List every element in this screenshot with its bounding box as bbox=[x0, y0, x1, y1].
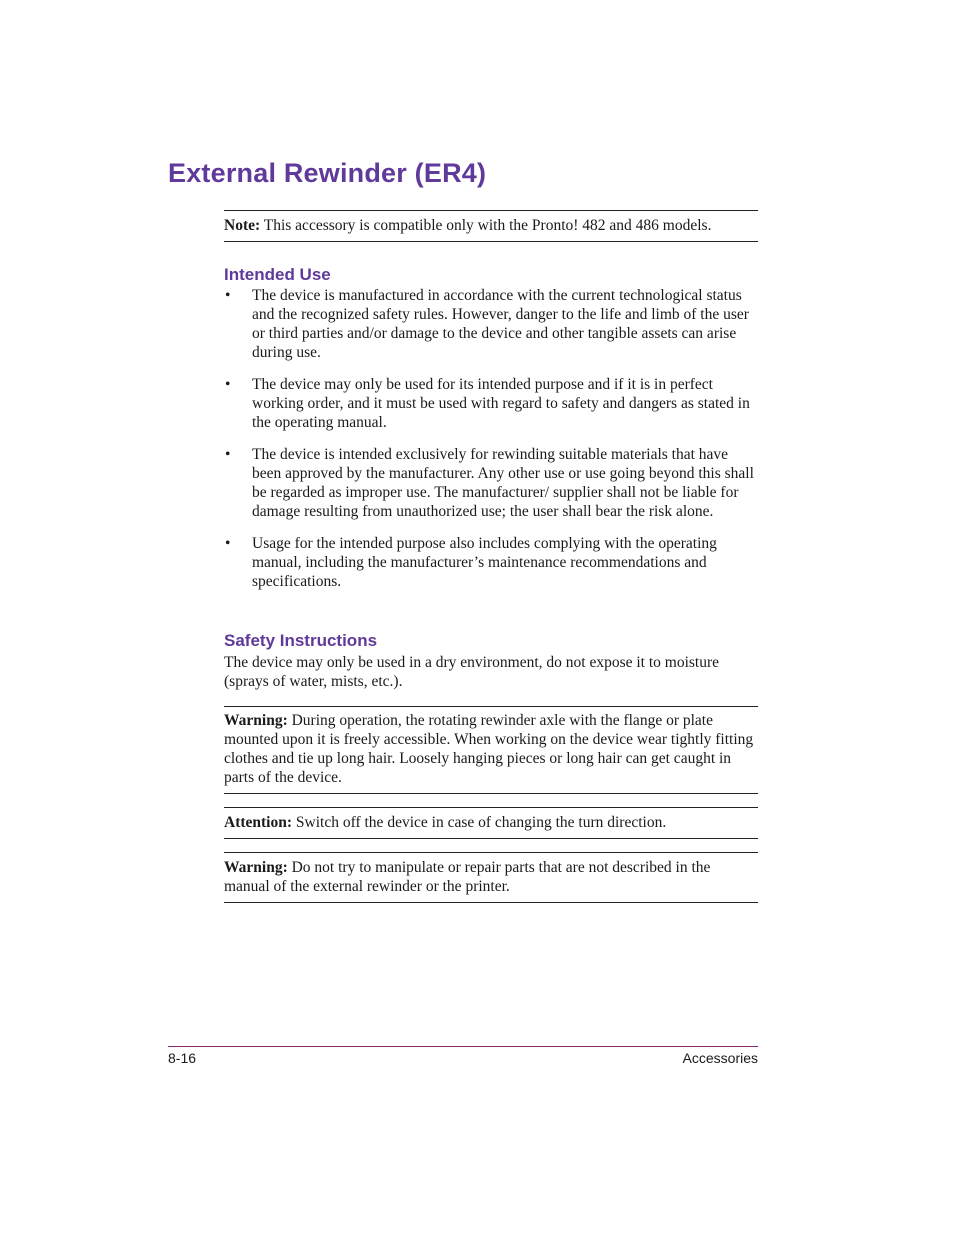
warning-label: Warning: bbox=[224, 712, 288, 729]
bullet-icon: • bbox=[225, 446, 231, 463]
safety-intro: The device may only be used in a dry environment, do not expose it to moisture (sprays of water, mists, etc.). bbox=[224, 654, 720, 690]
attention-text: Switch off the device in case of changing the turn direction. bbox=[292, 814, 667, 831]
attention-box bbox=[224, 807, 758, 839]
intended-use-heading: Intended Use bbox=[224, 265, 331, 284]
bullet-icon: • bbox=[225, 376, 231, 393]
list-item bbox=[224, 375, 758, 432]
bullet-icon: • bbox=[225, 535, 231, 552]
note-text: This accessory is compatible only with the Pronto! 482 and 486 models. bbox=[260, 217, 712, 234]
warning-text: During operation, the rotating rewinder axle with the flange or plate mounted upon it is freely accessible. When working on the device wear tightly fitting clothes and tie up long hair. Loosely hanging pieces or long hair can get caught in parts of the device. bbox=[224, 712, 754, 786]
footer-section: Accessories bbox=[682, 1050, 758, 1066]
list-item-text: The device may only be used for its intended purpose and if it is in perfect working order, and it must be used with regard to safety and dangers as stated in the operating manual. bbox=[252, 376, 750, 431]
note-label: Note: bbox=[224, 217, 261, 234]
list-item bbox=[224, 534, 758, 591]
footer-divider bbox=[168, 1046, 758, 1047]
bullet-icon: • bbox=[225, 287, 231, 304]
safety-instructions-heading: Safety Instructions bbox=[224, 631, 378, 650]
page-number: 8-16 bbox=[168, 1050, 197, 1066]
list-item bbox=[224, 286, 758, 362]
attention-label: Attention: bbox=[224, 814, 293, 831]
warning-text: Do not try to manipulate or repair parts that are not described in the manual of the external rewinder or the printer. bbox=[224, 859, 711, 895]
intended-use-list bbox=[224, 286, 758, 604]
list-item-text: The device is manufactured in accordance with the current technological status and the recognized safety rules. However, danger to the life and limb of the user or third parties and/or damage to the device and other tangible assets can arise during use. bbox=[252, 287, 749, 361]
warning-label: Warning: bbox=[224, 859, 288, 876]
warning-box-1 bbox=[224, 706, 758, 794]
page-title: External Rewinder (ER4) bbox=[168, 158, 487, 188]
warning-box-2 bbox=[224, 852, 758, 903]
list-item-text: Usage for the intended purpose also includes complying with the operating manual, including the manufacturer’s maintenance recommendations and specifications. bbox=[252, 535, 717, 590]
note-box bbox=[224, 210, 758, 242]
list-item bbox=[224, 445, 758, 521]
list-item-text: The device is intended exclusively for rewinding suitable materials that have been approved by the manufacturer. Any other use or use going beyond this shall be regarded as improper use. The manufacturer/ supplier shall not be liable for damage resulting from unauthorized use; the user shall bear the risk alone. bbox=[252, 446, 754, 520]
